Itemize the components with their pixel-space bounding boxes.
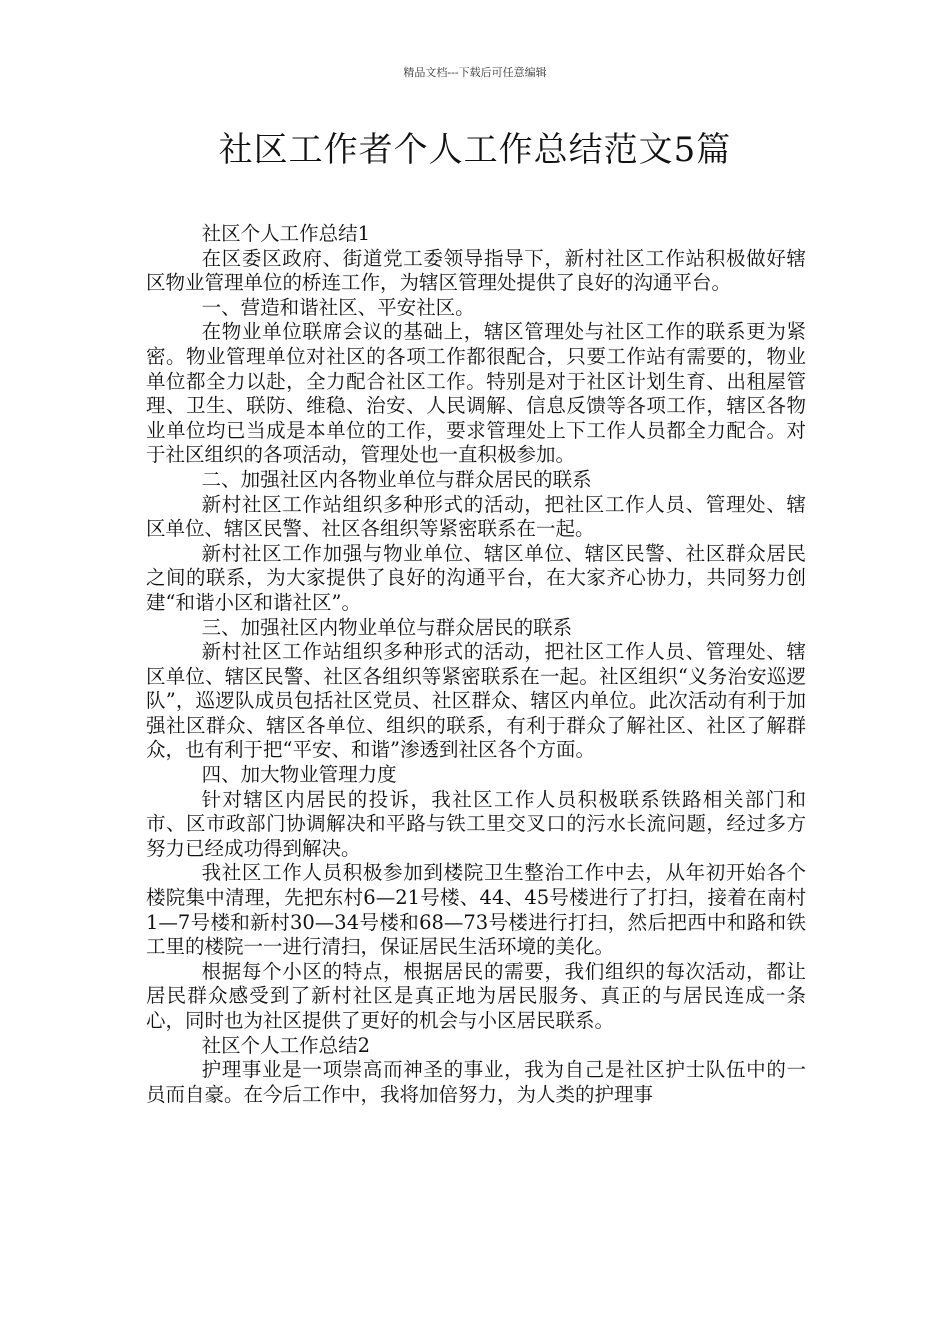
body-paragraph: 护理事业是一项崇高而神圣的事业，我为自己是社区护士队伍中的一员而自豪。在今后工作中，我将加倍努力，为人类的护理事 <box>146 1058 806 1106</box>
body-paragraph: 在物业单位联席会议的基础上，辖区管理处与社区工作的联系更为紧密。物业管理单位对社区的各项工作都很配合，只要工作站有需要的，物业单位都全力以赴，全力配合社区工作。特别是对于社区计划生育、出租屋管理、卫生、联防、维稳、治安、人民调解、信息反馈等各项工作，辖区各物业单位均已当成是本单位的工作，要求管理处上下工作人员都全力配合。对于社区组织的各项活动，管理处也一直积极参加。 <box>146 320 806 467</box>
section-heading: 社区个人工作总结2 <box>201 1033 370 1057</box>
body-paragraph: 新村社区工作站组织多种形式的活动，把社区工作人员、管理处、辖区单位、辖区民警、社区各组织等紧密联系在一起。社区组织“义务治安巡逻队”，巡逻队成员包括社区党员、社区群众、辖区内单位。此次活动有利于加强社区群众、辖区各单位、组织的联系，有利于群众了解社区、社区了解群众，也有利于把“平安、和谐”渗透到社区各个方面。 <box>146 640 806 762</box>
body-paragraph: 在区委区政府、街道党工委领导指导下，新村社区工作站积极做好辖区物业管理单位的桥连工作，为辖区管理处提供了良好的沟通平台。 <box>146 246 806 295</box>
section-heading: 四、加大物业管理力度 <box>201 763 397 787</box>
body-paragraph: 根据每个小区的特点，根据居民的需要，我们组织的每次活动，都让居民群众感受到了新村社区是真正地为居民服务、真正的与居民连成一条心，同时也为社区提供了更好的机会与小区居民联系。 <box>146 959 806 1032</box>
body-paragraph: 新村社区工作站组织多种形式的活动，把社区工作人员、管理处、辖区单位、辖区民警、社区各组织等紧密联系在一起。 <box>146 492 806 541</box>
page-header: 精品文档---下载后可任意编辑 <box>403 66 547 79</box>
section-heading: 三、加强社区内物业单位与群众居民的联系 <box>201 615 573 639</box>
document-body <box>146 222 806 1107</box>
body-paragraph: 新村社区工作加强与物业单位、辖区单位、辖区民警、社区群众居民之间的联系，为大家提供了良好的沟通平台，在大家齐心协力，共同努力创建“和谐小区和谐社区”。 <box>146 541 806 614</box>
body-paragraph: 针对辖区内居民的投诉，我社区工作人员积极联系铁路相关部门和市、区市政部门协调解决和平路与铁工里交叉口的污水长流问题，经过多方努力已经成功得到解决。 <box>146 787 806 860</box>
body-paragraph: 我社区工作人员积极参加到楼院卫生整治工作中去，从年初开始各个楼院集中清理，先把东村6—21号楼、44、45号楼进行了打扫，接着在南村1—7号楼和新村30—34号楼和68—73号楼进行打扫，然后把西中和路和铁工里的楼院一一进行清扫，保证居民生活环境的美化。 <box>146 861 806 959</box>
section-heading: 社区个人工作总结1 <box>201 222 370 245</box>
section-heading: 二、加强社区内各物业单位与群众居民的联系 <box>201 467 592 491</box>
document-title: 社区工作者个人工作总结范文5篇 <box>218 130 732 170</box>
section-heading: 一、营造和谐社区、平安社区。 <box>201 295 475 319</box>
